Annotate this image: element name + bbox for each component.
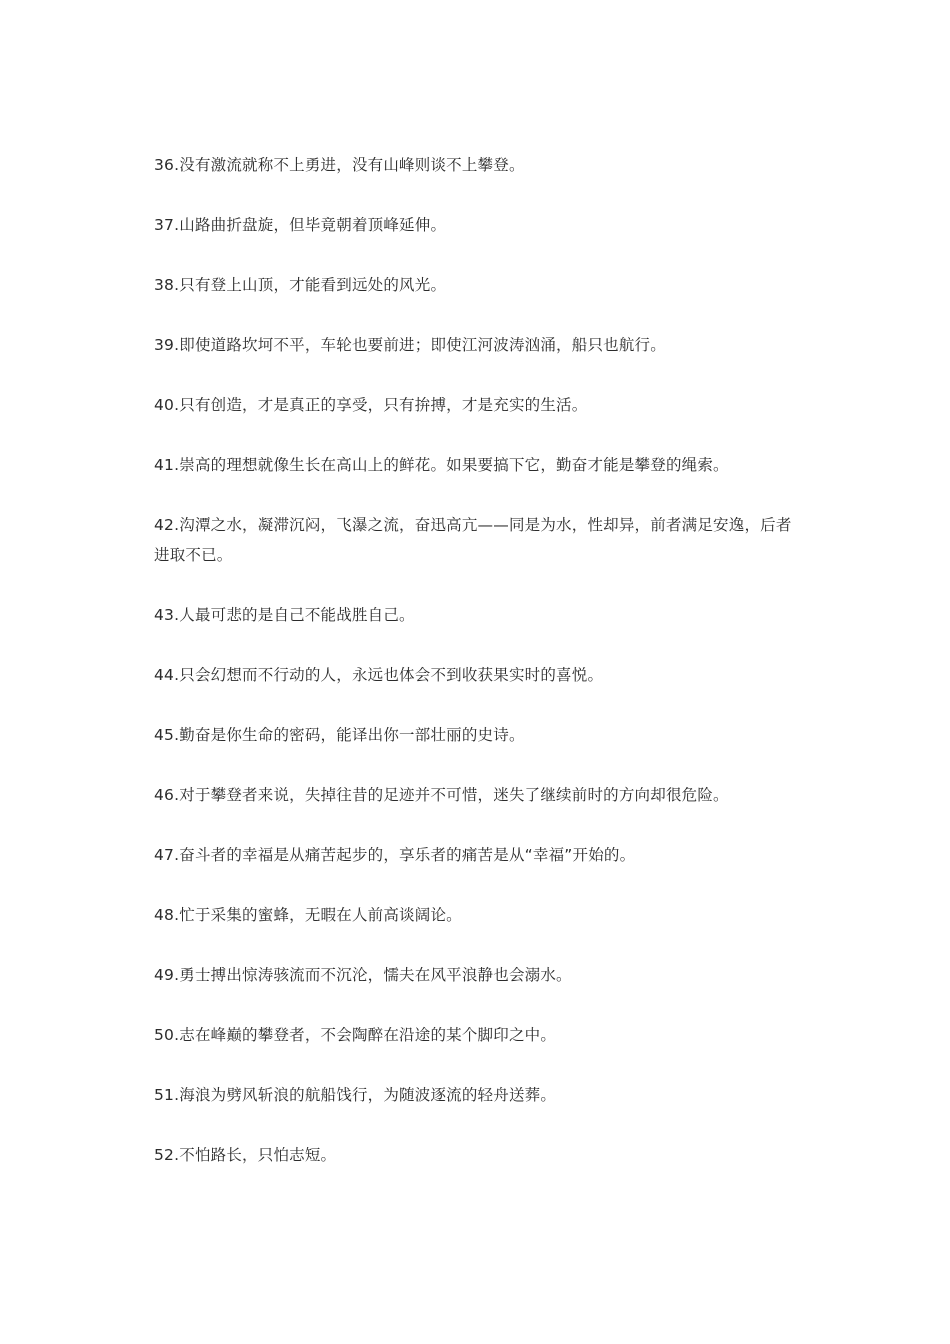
quote-42: 42.沟潭之水，凝滞沉闷，飞瀑之流，奋迅高亢——同是为水，性却异，前者满足安逸，后者进取不已。 bbox=[154, 516, 792, 564]
quote-45: 45.勤奋是你生命的密码，能译出你一部壮丽的史诗。 bbox=[154, 726, 525, 744]
quote-52: 52.不怕路长，只怕志短。 bbox=[154, 1146, 337, 1164]
quote-39: 39.即使道路坎坷不平，车轮也要前进；即使江河波涛汹涌，船只也航行。 bbox=[154, 336, 666, 354]
quote-38: 38.只有登上山顶，才能看到远处的风光。 bbox=[154, 276, 447, 294]
quote-50: 50.志在峰巅的攀登者，不会陶醉在沿途的某个脚印之中。 bbox=[154, 1026, 557, 1044]
quote-46: 46.对于攀登者来说，失掉往昔的足迹并不可惜，迷失了继续前时的方向却很危险。 bbox=[154, 786, 729, 804]
quote-43: 43.人最可悲的是自己不能战胜自己。 bbox=[154, 606, 415, 624]
quote-list bbox=[154, 150, 804, 1200]
quote-41: 41.崇高的理想就像生长在高山上的鲜花。如果要搞下它，勤奋才能是攀登的绳索。 bbox=[154, 456, 729, 474]
quote-49: 49.勇士搏出惊涛骇流而不沉沦，懦夫在风平浪静也会溺水。 bbox=[154, 966, 572, 984]
quote-44: 44.只会幻想而不行动的人，永远也体会不到收获果实时的喜悦。 bbox=[154, 666, 604, 684]
quote-51: 51.海浪为劈风斩浪的航船饯行，为随波逐流的轻舟送葬。 bbox=[154, 1086, 557, 1104]
quote-47: 47.奋斗者的幸福是从痛苦起步的，享乐者的痛苦是从“幸福”开始的。 bbox=[154, 846, 636, 864]
quote-36: 36.没有激流就称不上勇进，没有山峰则谈不上攀登。 bbox=[154, 156, 525, 174]
quote-37: 37.山路曲折盘旋，但毕竟朝着顶峰延伸。 bbox=[154, 216, 447, 234]
quote-40: 40.只有创造，才是真正的享受，只有拚搏，才是充实的生活。 bbox=[154, 396, 588, 414]
quote-48: 48.忙于采集的蜜蜂，无暇在人前高谈阔论。 bbox=[154, 906, 462, 924]
